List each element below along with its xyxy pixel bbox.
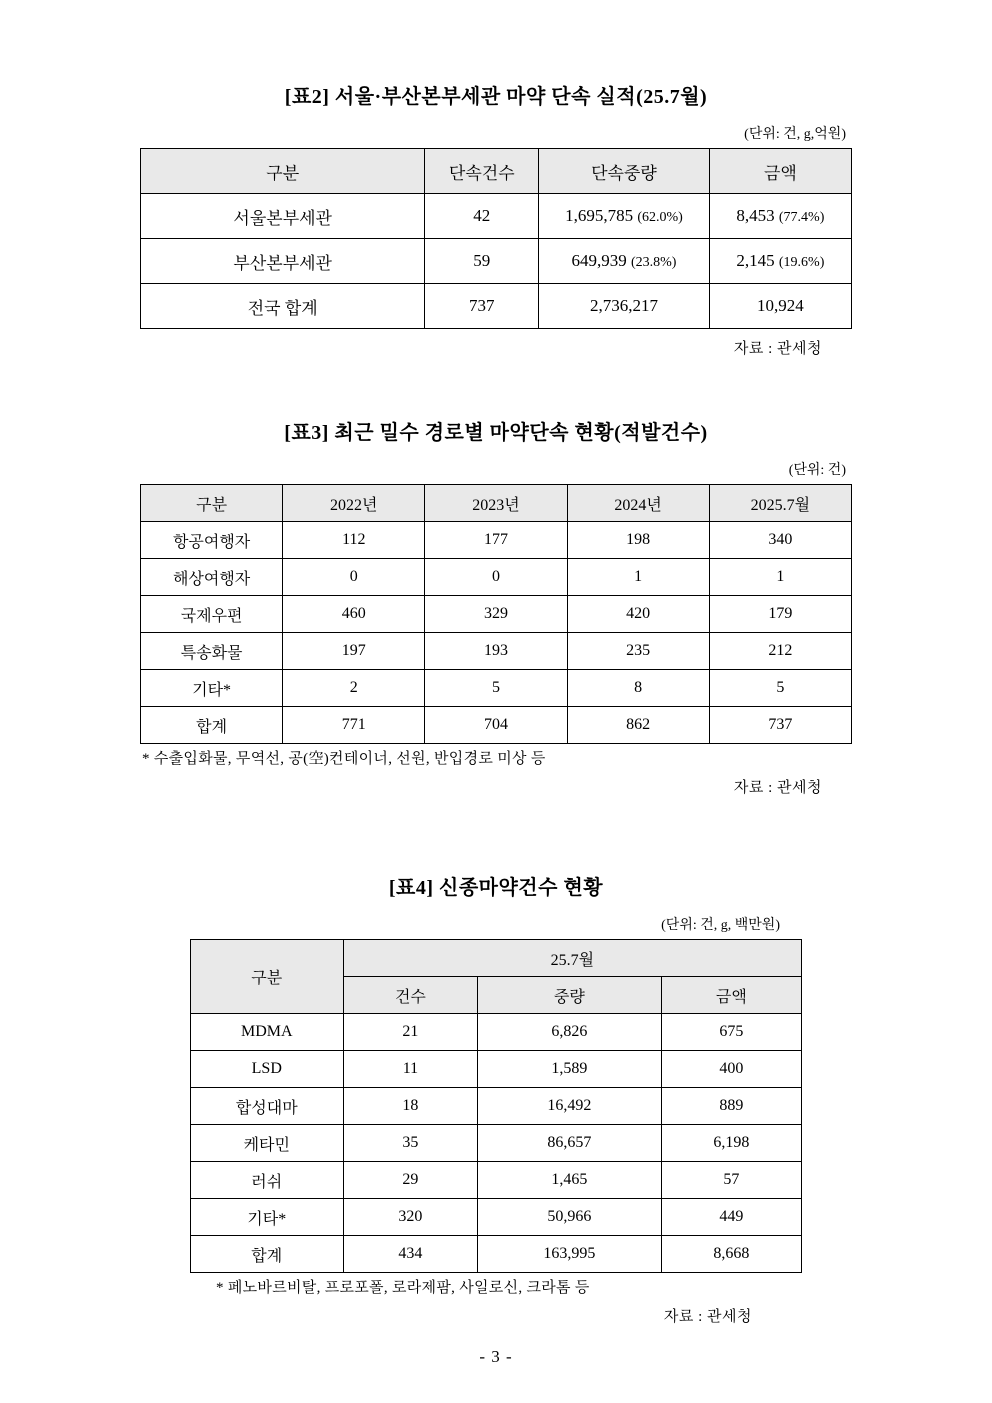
table3-cell: 460 [283, 596, 425, 633]
table3-header-row [141, 485, 852, 522]
table4-cell: 29 [343, 1162, 477, 1199]
table4-row-label: 합계 [190, 1236, 343, 1273]
table4-cell: 889 [661, 1088, 802, 1125]
table3-cell: 1 [709, 559, 851, 596]
table4-cell: 434 [343, 1236, 477, 1273]
table3-cell: 5 [425, 670, 567, 707]
table3-cell: 235 [567, 633, 709, 670]
table2-header-cell: 단속건수 [425, 149, 539, 194]
table-row [141, 559, 852, 596]
table3-header-cell: 구분 [141, 485, 283, 522]
value-pct: (23.8%) [630, 255, 677, 270]
table4-subheader-cell: 중량 [478, 977, 661, 1014]
table2-block [140, 80, 852, 358]
table2-header-cell: 금액 [709, 149, 851, 194]
table3-cell: 704 [425, 707, 567, 744]
table4-cell: 6,198 [661, 1125, 802, 1162]
table2-row-label: 부산본부세관 [141, 239, 425, 284]
table2-row-weight [539, 239, 710, 284]
table3-row-label: 합계 [141, 707, 283, 744]
table-row [190, 1236, 801, 1273]
table2-source: 자료 : 관세청 [733, 341, 822, 357]
table-row [141, 596, 852, 633]
table4-block [140, 871, 852, 1326]
table3-block [140, 416, 852, 797]
value: 2,145 [736, 251, 775, 270]
table-row [190, 1125, 801, 1162]
table4-cell: 400 [661, 1051, 802, 1088]
table3-row-label: 항공여행자 [141, 522, 283, 559]
table3-unit: (단위: 건) [788, 463, 846, 478]
table4-cell: 21 [343, 1014, 477, 1051]
table3-cell: 737 [709, 707, 851, 744]
table4-row-label: LSD [190, 1051, 343, 1088]
table3-cell: 0 [283, 559, 425, 596]
table4-cell: 1,589 [478, 1051, 661, 1088]
table4-row-label: 합성대마 [190, 1088, 343, 1125]
table2 [140, 148, 852, 329]
table3-header-cell: 2024년 [567, 485, 709, 522]
table3-cell: 193 [425, 633, 567, 670]
table-row [190, 1051, 801, 1088]
table3-cell: 340 [709, 522, 851, 559]
table-row [141, 239, 852, 284]
table3-cell: 2 [283, 670, 425, 707]
value-pct: (19.6%) [778, 255, 825, 270]
table3-cell: 862 [567, 707, 709, 744]
table4-cell: 163,995 [478, 1236, 661, 1273]
table3-row-label: 국제우편 [141, 596, 283, 633]
table4-note: * 페노바르비탈, 프로포폴, 로라제팜, 사일로신, 크라톰 등 [216, 1280, 590, 1296]
table4-cell: 57 [661, 1162, 802, 1199]
table4-unit: (단위: 건, g, 백만원) [661, 918, 780, 933]
table3-cell: 179 [709, 596, 851, 633]
table4-cell: 86,657 [478, 1125, 661, 1162]
table2-row-count: 737 [425, 284, 539, 329]
table-row [141, 194, 852, 239]
table3-note: * 수출입화물, 무역선, 공(空)컨테이너, 선원, 반입경로 미상 등 [142, 751, 546, 767]
table2-row-amount [709, 194, 851, 239]
value-pct: (62.0%) [637, 210, 683, 225]
table4-title: [표4] 신종마약건수 현황 [388, 877, 604, 899]
table3-cell: 212 [709, 633, 851, 670]
table3-cell: 5 [709, 670, 851, 707]
table4-cell: 18 [343, 1088, 477, 1125]
table-row [190, 1162, 801, 1199]
value: 1,695,785 [565, 206, 634, 225]
page-number: - 3 - [479, 1347, 513, 1366]
table4-cell: 35 [343, 1125, 477, 1162]
table4-cell: 675 [661, 1014, 802, 1051]
table4-row-label: 러쉬 [190, 1162, 343, 1199]
table2-row-count: 42 [425, 194, 539, 239]
table2-row-weight [539, 194, 710, 239]
table2-row-label: 서울본부세관 [141, 194, 425, 239]
table4-header-group: 25.7월 [343, 940, 801, 977]
table2-row-amount: 10,924 [709, 284, 851, 329]
table3-cell: 1 [567, 559, 709, 596]
table-row [190, 1199, 801, 1236]
table3-header-cell: 2025.7월 [709, 485, 851, 522]
value-pct: (77.4%) [778, 210, 825, 225]
table3-cell: 177 [425, 522, 567, 559]
table3-row-label: 기타* [141, 670, 283, 707]
table4 [190, 939, 802, 1273]
table4-cell: 320 [343, 1199, 477, 1236]
table2-unit: (단위: 건, g,억원) [744, 127, 846, 142]
table4-cell: 6,826 [478, 1014, 661, 1051]
table-row [141, 707, 852, 744]
table3-cell: 329 [425, 596, 567, 633]
table4-cell: 1,465 [478, 1162, 661, 1199]
table3-cell: 197 [283, 633, 425, 670]
table3-cell: 8 [567, 670, 709, 707]
table3-cell: 112 [283, 522, 425, 559]
table4-cell: 16,492 [478, 1088, 661, 1125]
table4-header-row-top [190, 940, 801, 977]
table3-source: 자료 : 관세청 [733, 780, 822, 796]
table2-row-weight: 2,736,217 [539, 284, 710, 329]
table3-row-label: 특송화물 [141, 633, 283, 670]
table2-header-row [141, 149, 852, 194]
table4-subheader-cell: 건수 [343, 977, 477, 1014]
table3-header-cell: 2022년 [283, 485, 425, 522]
table-row [141, 633, 852, 670]
table4-cell: 50,966 [478, 1199, 661, 1236]
table3 [140, 484, 852, 744]
table-row [141, 284, 852, 329]
table4-row-label: 케타민 [190, 1125, 343, 1162]
table4-source: 자료 : 관세청 [663, 1309, 752, 1325]
table2-row-label: 전국 합계 [141, 284, 425, 329]
value: 649,939 [571, 251, 627, 270]
table2-title: [표2] 서울·부산본부세관 마약 단속 실적(25.7월) [284, 86, 708, 108]
table2-header-cell: 단속중량 [539, 149, 710, 194]
table4-cell: 449 [661, 1199, 802, 1236]
table4-header-label: 구분 [190, 940, 343, 1014]
table2-header-cell: 구분 [141, 149, 425, 194]
table4-row-label: MDMA [190, 1014, 343, 1051]
table3-header-cell: 2023년 [425, 485, 567, 522]
table2-row-amount [709, 239, 851, 284]
table3-row-label: 해상여행자 [141, 559, 283, 596]
table4-cell: 8,668 [661, 1236, 802, 1273]
table-row [141, 522, 852, 559]
table3-title: [표3] 최근 밀수 경로별 마약단속 현황(적발건수) [284, 422, 708, 444]
table-row [141, 670, 852, 707]
table4-cell: 11 [343, 1051, 477, 1088]
table4-row-label: 기타* [190, 1199, 343, 1236]
value: 8,453 [736, 206, 775, 225]
table3-cell: 0 [425, 559, 567, 596]
table-row [190, 1088, 801, 1125]
table-row [190, 1014, 801, 1051]
table3-cell: 771 [283, 707, 425, 744]
table3-cell: 198 [567, 522, 709, 559]
table4-subheader-cell: 금액 [661, 977, 802, 1014]
table3-cell: 420 [567, 596, 709, 633]
table2-row-count: 59 [425, 239, 539, 284]
